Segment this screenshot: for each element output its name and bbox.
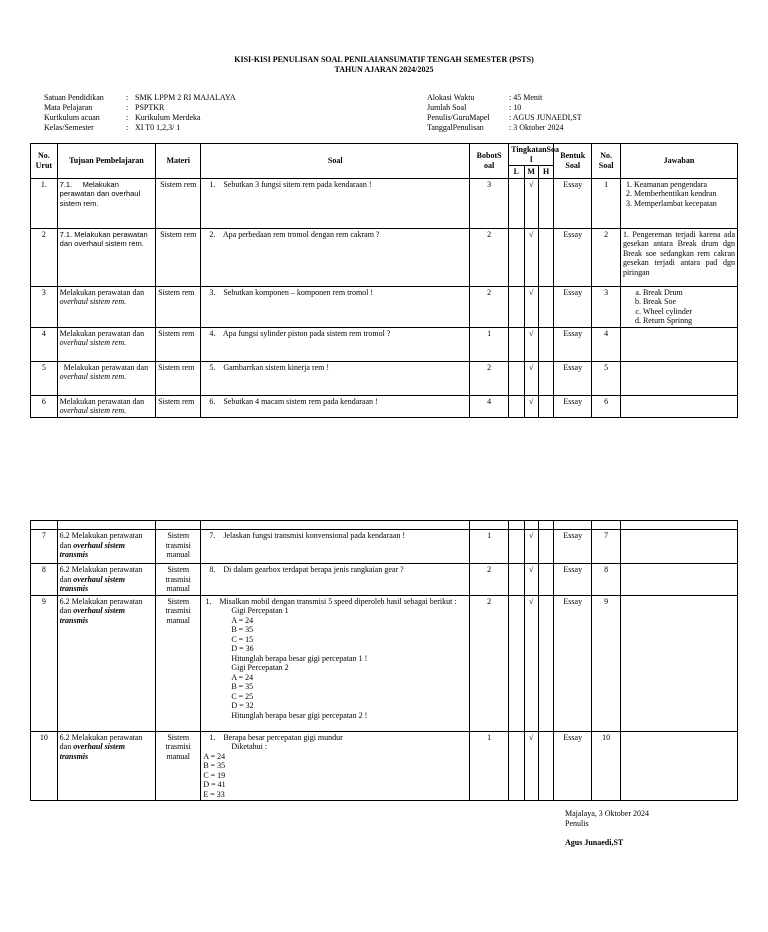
- soal-line: Gigi Percepatan 1: [231, 606, 289, 615]
- row-check: √: [524, 286, 538, 327]
- row-no-soal: 10: [592, 731, 621, 801]
- col-tujuan: Tujuan Pembelajaran: [57, 144, 156, 179]
- soal-line: A = 24: [231, 672, 254, 682]
- row-jawaban: 1. Pengereman terjadi karena ada gesekan antara Break drum dgn Break soe sedangkan rem cakran gesekan terjadi antara pad dgn piringan: [620, 228, 737, 286]
- row-tujuan: 6.2 Melakukan perawatan dan overhaul sistem transmis: [57, 530, 156, 564]
- info-value: SMK LPPM 2 RI MAJALAYA: [135, 93, 236, 102]
- soal-line: D = 36: [231, 644, 254, 653]
- info-left: [44, 93, 236, 133]
- row-materi: Sistem rem: [156, 228, 201, 286]
- info-colon: :: [126, 113, 129, 122]
- answer-item: 1. Keamanan pengendara: [634, 180, 735, 190]
- soal-line: D = 32: [231, 701, 254, 710]
- signature-place-date: Majalaya, 3 Oktober 2024: [565, 809, 649, 818]
- info-label: Kelas/Semester: [44, 123, 94, 132]
- row-no-soal: 2: [592, 228, 621, 286]
- table-row: [31, 361, 738, 395]
- row-no-soal: 3: [592, 286, 621, 327]
- row-no: 3: [31, 286, 58, 327]
- info-row: [44, 113, 236, 123]
- answer-item: 3. Memperlambat kecepatan: [634, 199, 735, 209]
- row-bobot: 2: [470, 286, 509, 327]
- row-tujuan: Melakukan perawatan dan overhaul sistem rem.: [57, 286, 156, 327]
- row-no-soal: 6: [592, 395, 621, 417]
- row-tujuan: Melakukan perawatan dan overhaul sistem rem.: [57, 361, 156, 395]
- row-check: √: [524, 595, 538, 731]
- row-materi: Sistem trasmisi manual: [156, 530, 201, 564]
- row-bentuk: Essay: [554, 228, 592, 286]
- answer-item: b. Break Soe: [643, 297, 735, 307]
- row-bobot: 3: [470, 178, 509, 228]
- row-bobot: 2: [470, 228, 509, 286]
- row-bentuk: Essay: [554, 327, 592, 361]
- info-value: : AGUS JUNAEDI,ST: [509, 113, 582, 122]
- row-no-soal: 8: [592, 564, 621, 596]
- row-bobot: 1: [470, 327, 509, 361]
- soal-line: E = 33: [203, 789, 225, 799]
- table-row: [31, 286, 738, 327]
- info-value: : 3 Oktober 2024: [509, 123, 564, 132]
- soal-line: B = 35: [231, 625, 254, 634]
- soal-line: C = 19: [203, 770, 226, 780]
- soal-line: B = 35: [231, 682, 254, 691]
- row-jawaban: [620, 286, 737, 327]
- info-row: [44, 123, 236, 133]
- row-no-soal: 5: [592, 361, 621, 395]
- info-row: [427, 123, 582, 133]
- kisi-table-page-2: [30, 520, 738, 801]
- row-check: √: [524, 178, 538, 228]
- info-row: [427, 103, 582, 113]
- col-level-h: H: [538, 166, 553, 179]
- soal-line: A = 24: [231, 615, 254, 625]
- answer-item: d. Return Sprinng: [643, 316, 735, 326]
- row-soal: 7. Jelaskan fungsi transmisi konvensional pada kendaraan !: [201, 530, 470, 564]
- info-label: Jumlah Soal: [427, 103, 467, 112]
- row-soal: 4. Apa fungsi sylinder piston pada sistem rem tromol ?: [201, 327, 470, 361]
- row-bobot: 2: [470, 595, 509, 731]
- row-bentuk: Essay: [554, 595, 592, 731]
- kisi-table-page-1: [30, 143, 738, 418]
- row-check: √: [524, 361, 538, 395]
- info-label: Penulis/GuruMapel: [427, 113, 490, 122]
- info-value: : 45 Menit: [509, 93, 543, 102]
- row-soal: 6. Sebutkan 4 macam sistem rem pada kendaraan !: [201, 395, 470, 417]
- row-no: 9: [31, 595, 58, 731]
- row-no: 6: [31, 395, 58, 417]
- row-jawaban: [620, 178, 737, 228]
- soal-detail-lines: [203, 752, 467, 800]
- soal-line: Gigi Percepatan 2: [231, 663, 289, 672]
- row-soal: 5. Gambarrkan sistem kinerja rem !: [201, 361, 470, 395]
- row-materi: Sistem rem: [156, 178, 201, 228]
- row-materi: Sistem trasmisi manual: [156, 595, 201, 731]
- row-soal: 3. Sebutkan komponen – komponen rem tromol !: [201, 286, 470, 327]
- table-row: [31, 327, 738, 361]
- info-value: : 10: [509, 103, 522, 112]
- col-no-soal: No. Soal: [592, 144, 621, 179]
- row-no-soal: 1: [592, 178, 621, 228]
- info-label: Alokasi Waktu: [427, 93, 475, 102]
- table-row: [31, 731, 738, 801]
- table-row: [31, 178, 738, 228]
- info-label: Kurikulum acuan: [44, 113, 100, 122]
- row-soal: 1. Berapa besar percepatan gigi mundur Diketahui : A = 24 B = 35 C = 19 D = 41 E = 33: [201, 731, 470, 801]
- answer-item: a. Break Drum: [643, 288, 735, 298]
- document-subtitle: TAHUN AJARAN 2024/2025: [334, 65, 434, 74]
- row-tujuan: 7.1. Melakukan perawatan dan overhaul sistem rem.: [57, 178, 156, 228]
- info-row: [427, 93, 582, 103]
- col-jawaban: Jawaban: [620, 144, 737, 179]
- row-bentuk: Essay: [554, 395, 592, 417]
- info-value: XI T0 1,2,3/ 1: [135, 123, 181, 132]
- answer-item: c. Wheel cylinder: [643, 307, 735, 317]
- row-tujuan: 6.2 Melakukan perawatan dan overhaul sistem transmis: [57, 595, 156, 731]
- row-check: √: [524, 564, 538, 596]
- document-title: KISI-KISI PENULISAN SOAL PENILAIANSUMATIF TENGAH SEMESTER (PSTS): [234, 55, 534, 64]
- row-soal: 1. Misalkan mobil dengan transmisi 5 speed diperoleh hasil sebagai berikut : Gigi Percepatan 1 A = 24 B = 35 C = 15 D = 36 Hitunglah berapa besar gigi percepatan 1 ! Gigi Percepatan 2 A = 24 B = 35 C = 25 D = 32 Hitunglah berapa besar gigi percepatan 2 !: [201, 595, 470, 731]
- col-tingkatan: TingkatanSoa l: [509, 144, 554, 166]
- row-materi: Sistem rem: [156, 327, 201, 361]
- row-materi: Sistem trasmisi manual: [156, 731, 201, 801]
- row-check: √: [524, 530, 538, 564]
- row-tujuan: 6.2 Melakukan perawatan dan overhaul sistem transmis: [57, 564, 156, 596]
- row-tujuan: 7.1. Melakukan perawatan dan overhaul sistem rem.: [57, 228, 156, 286]
- table-row: [31, 564, 738, 596]
- table-row: [31, 595, 738, 731]
- info-label: Mata Pelajaran: [44, 103, 93, 112]
- row-no-soal: 4: [592, 327, 621, 361]
- col-soal: Soal: [201, 144, 470, 179]
- soal-line: C = 15: [231, 634, 254, 644]
- row-bentuk: Essay: [554, 178, 592, 228]
- info-row: [44, 103, 236, 113]
- table-row: [31, 228, 738, 286]
- row-no: 4: [31, 327, 58, 361]
- col-no-urut: No. Urut: [31, 144, 58, 179]
- row-no: 1.: [31, 178, 58, 228]
- row-no: 10: [31, 731, 58, 801]
- info-label: TanggalPenulisan: [427, 123, 484, 132]
- col-level-l: L: [509, 166, 524, 179]
- soal-line: D = 41: [203, 780, 226, 789]
- row-materi: Sistem rem: [156, 361, 201, 395]
- row-bobot: 2: [470, 361, 509, 395]
- row-no-soal: 7: [592, 530, 621, 564]
- col-bentuk: Bentuk Soal: [554, 144, 592, 179]
- info-colon: :: [126, 123, 129, 132]
- info-row: [44, 93, 236, 103]
- soal-detail-lines: [203, 606, 467, 720]
- col-level-m: M: [524, 166, 538, 179]
- info-colon: :: [126, 93, 129, 102]
- row-bobot: 1: [470, 731, 509, 801]
- signature-role: Penulis: [565, 819, 589, 828]
- row-bentuk: Essay: [554, 564, 592, 596]
- col-bobot: BobotS oal: [470, 144, 509, 179]
- info-label: Satuan Pendidikan: [44, 93, 104, 102]
- row-bobot: 4: [470, 395, 509, 417]
- info-value: PSPTKR: [135, 103, 165, 112]
- soal-line: A = 24: [203, 751, 226, 761]
- row-no: 7: [31, 530, 58, 564]
- signature-name: Agus Junaedi,ST: [565, 838, 624, 847]
- info-row: [427, 113, 582, 123]
- row-bentuk: Essay: [554, 731, 592, 801]
- info-value: Kurikulum Merdeka: [135, 113, 201, 122]
- row-tujuan: 6.2 Melakukan perawatan dan overhaul sistem transmis: [57, 731, 156, 801]
- row-bobot: 2: [470, 564, 509, 596]
- row-materi: Sistem trasmisi manual: [156, 564, 201, 596]
- row-soal: 2. Apa perbedaan rem tromol dengan rem cakram ?: [201, 228, 470, 286]
- row-check: √: [524, 228, 538, 286]
- row-check: √: [524, 395, 538, 417]
- row-tujuan: Melakukan perawatan dan overhaul sistem rem.: [57, 327, 156, 361]
- soal-line: C = 25: [231, 691, 254, 701]
- row-bobot: 1: [470, 530, 509, 564]
- row-bentuk: Essay: [554, 530, 592, 564]
- table-row: [31, 395, 738, 417]
- row-no: 2: [31, 228, 58, 286]
- table-spacer-row: [31, 521, 738, 530]
- row-no-soal: 9: [592, 595, 621, 731]
- row-check: √: [524, 731, 538, 801]
- row-no: 5: [31, 361, 58, 395]
- row-soal: 1. Sebutkan 3 fungsi sitem rem pada kendaraan !: [201, 178, 470, 228]
- soal-line: Hitunglah berapa besar gigi percepatan 1 !: [231, 653, 368, 663]
- soal-line: Hitunglah berapa besar gigi percepatan 2 !: [231, 710, 368, 720]
- col-materi: Materi: [156, 144, 201, 179]
- row-soal: 8. Di dalam gearbox terdapat berapa jenis rangkaian gear ?: [201, 564, 470, 596]
- row-materi: Sistem rem: [156, 395, 201, 417]
- answer-item: 2. Memberhentikan kendran: [634, 189, 735, 199]
- row-materi: Sistem rem: [156, 286, 201, 327]
- table-row: [31, 530, 738, 564]
- row-check: √: [524, 327, 538, 361]
- info-colon: :: [126, 103, 129, 112]
- info-right: [427, 93, 582, 133]
- row-bentuk: Essay: [554, 361, 592, 395]
- row-no: 8: [31, 564, 58, 596]
- soal-indent: Diketahui :: [231, 742, 268, 751]
- row-tujuan: Melakukan perawatan dan overhaul sistem rem.: [57, 395, 156, 417]
- soal-line: B = 35: [203, 761, 226, 770]
- row-bentuk: Essay: [554, 286, 592, 327]
